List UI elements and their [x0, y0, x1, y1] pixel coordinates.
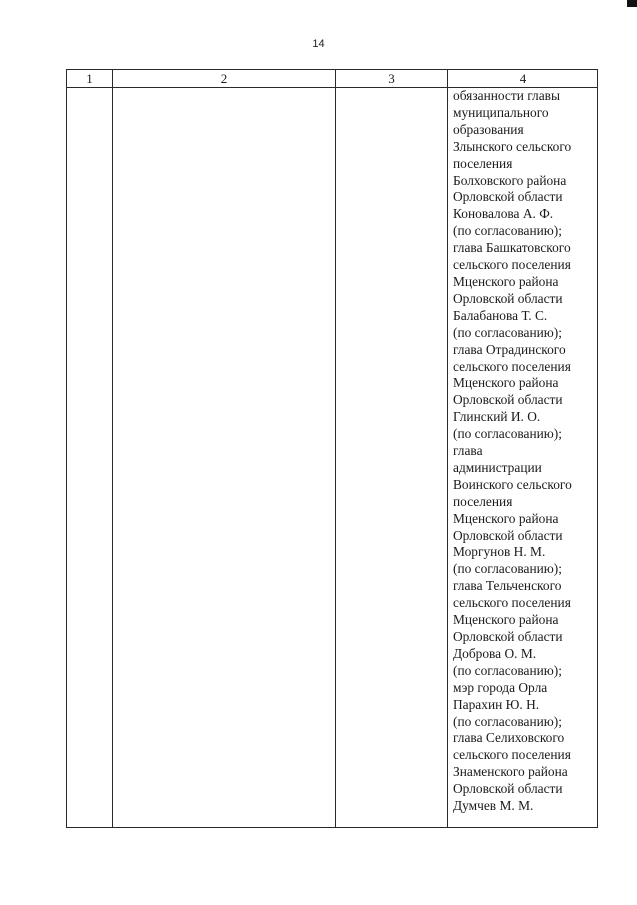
cell-text-line: Парахин Ю. Н. [453, 696, 540, 712]
cell-text-line: сельского поселения [453, 595, 571, 611]
cell-text-line: (по согласованию); [453, 324, 562, 340]
cell-text-line: глава Башкатовского [453, 240, 571, 256]
cell-text-line: Орловской области [453, 629, 563, 644]
cell-text-line: сельского поселения [453, 257, 571, 273]
cell-text-line: Орловской области [453, 189, 563, 205]
cell-text-line: сельского поселения [453, 747, 571, 763]
cell-text-line: глава Тельченского [453, 578, 562, 594]
cell-text-line: Глинский И. О. [453, 409, 541, 425]
cell-text-line: (по согласованию); [453, 662, 562, 678]
cell-text-line: Мценского района [453, 612, 559, 628]
cell-text-line: глава Отрадинского [453, 341, 566, 357]
cell-text-line: Балабанова Т. С. [453, 307, 548, 323]
column-header-3: 3 [388, 71, 395, 86]
column-4-cell [453, 88, 598, 815]
cell-text-line: Мценского района [453, 375, 559, 391]
cell-text-line: Орловской области [453, 527, 563, 543]
page-number: 14 [312, 38, 325, 50]
column-divider-1 [112, 70, 113, 827]
cell-text-line: Думчев М. М. [453, 798, 534, 814]
column-header-2: 2 [220, 71, 228, 86]
column-divider-3 [447, 70, 448, 827]
document-table [66, 69, 598, 828]
cell-text-line: Знаменского района [453, 764, 568, 780]
cell-text-line: Орловской области [453, 781, 563, 797]
cell-text-line: Орловской области [453, 290, 563, 306]
column-divider-2 [335, 70, 336, 827]
cell-text-line: поселения [453, 493, 513, 509]
cell-text-line: муниципального [453, 104, 549, 120]
column-header-1: 1 [86, 71, 93, 86]
column-header-4: 4 [519, 71, 527, 86]
cell-text-line: обязанности главы [453, 88, 560, 103]
cell-text-line: Коновалова А. Ф. [453, 206, 554, 222]
cell-text-line: глава [453, 443, 483, 459]
scan-corner-mark [627, 0, 637, 7]
cell-text-line: поселения [453, 155, 513, 171]
cell-text-line: сельского поселения [453, 358, 571, 374]
cell-text-line: администрации [453, 459, 542, 475]
cell-text-line: (по согласованию); [453, 713, 562, 729]
cell-text-line: (по согласованию); [453, 561, 562, 577]
cell-text-line: Болховского района [453, 172, 567, 188]
cell-text-line: Доброва О. М. [453, 645, 537, 661]
cell-text-line: глава Селиховского [453, 730, 565, 746]
cell-text-line: мэр города Орла [453, 679, 548, 695]
cell-text-line: (по согласованию); [453, 426, 562, 442]
cell-text-line: образования [453, 121, 524, 137]
cell-text-line: (по согласованию); [453, 223, 562, 239]
cell-text-line: Мценского района [453, 510, 559, 526]
cell-text-line: Мценского района [453, 273, 559, 289]
cell-text-line: Воинского сельского [453, 476, 572, 492]
cell-text-line: Орловской области [453, 392, 563, 408]
cell-text-line: Моргунов Н. М. [453, 544, 546, 560]
cell-text-line: Злынского сельского [453, 138, 572, 154]
